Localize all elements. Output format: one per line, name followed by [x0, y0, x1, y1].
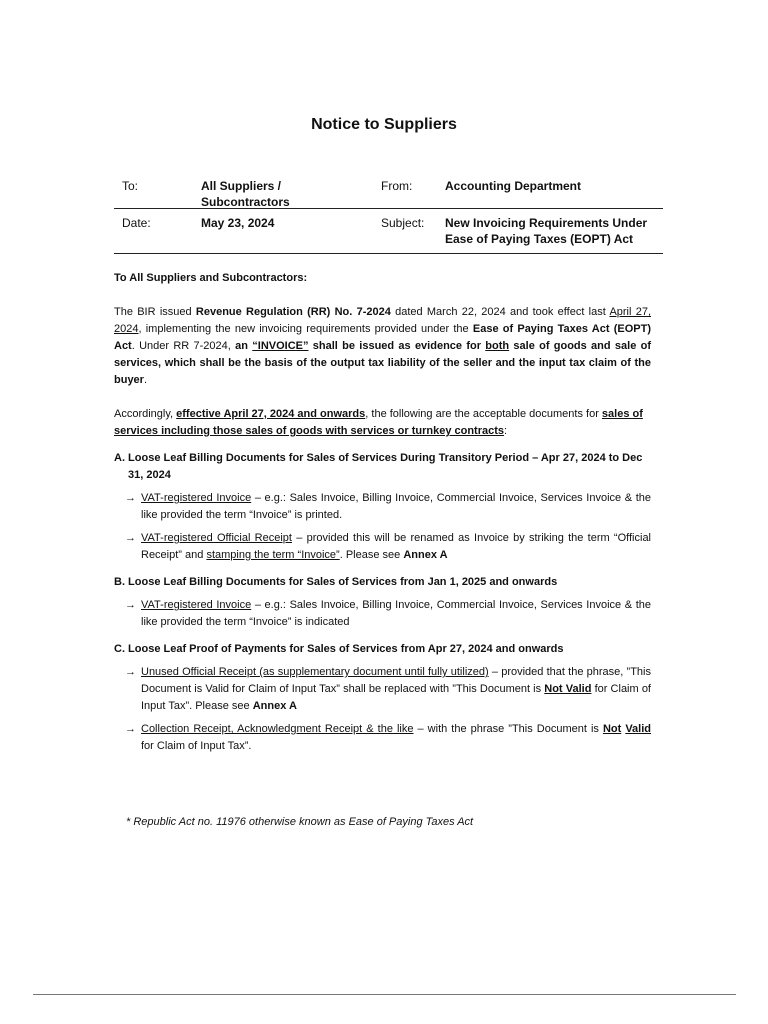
text: for Claim of Input Tax”. Please see [141, 683, 651, 712]
text-bold: Ease of Paying Taxes Act (EOPT) Act [114, 323, 651, 352]
header-row-to-from [114, 176, 663, 209]
date-label: Date: [122, 216, 151, 230]
text-bold: Annex A [252, 700, 297, 712]
arrow-right-icon: → [125, 532, 136, 544]
text-underlined: stamping the term “Invoice” [206, 549, 340, 561]
date-value: May 23, 2024 [201, 216, 275, 230]
text: – provided this will be renamed as Invoice by striking the term “Official Receipt” and [141, 532, 651, 561]
section-a-item-2 [114, 530, 651, 564]
text-underlined: Collection Receipt, Acknowledgment Receipt & the like [141, 723, 414, 735]
text-bold-underlined: both [485, 340, 510, 352]
text-underlined: VAT-registered Invoice [141, 492, 252, 504]
footnote: * Republic Act no. 11976 otherwise known as Ease of Paying Taxes Act [126, 816, 474, 828]
arrow-right-icon: → [125, 666, 136, 678]
text: for Claim of Input Tax”. [141, 740, 252, 752]
text: . Please see [339, 549, 404, 561]
section-a-item-1 [114, 490, 651, 524]
text: : [504, 425, 508, 437]
subject-label: Subject: [381, 216, 425, 230]
text: – e.g.: Sales Invoice, Billing Invoice, Commercial Invoice, Services Invoice & the like provided the term “Invoice” is printed. [141, 492, 652, 521]
to-label: To: [122, 179, 139, 193]
text-underlined: Unused Official Receipt (as supplementary document until fully utilized) [141, 666, 489, 678]
section-c-item-1 [114, 664, 651, 715]
section-b-heading: B. Loose Leaf Billing Documents for Sales of Services from Jan 1, 2025 and onwards [114, 576, 558, 588]
salutation: To All Suppliers and Subcontractors: [114, 272, 308, 284]
text: Accordingly, [114, 408, 177, 420]
text-bold: Annex A [403, 549, 448, 561]
text-bold: sale of goods and sale of services, which shall be the basis of the output tax liability of the seller and the input tax claim of the buyer [114, 340, 651, 386]
subject-value: New Invoicing Requirements Under Ease of Paying Taxes (EOPT) Act [445, 216, 648, 246]
section-c-heading: C. Loose Leaf Proof of Payments for Sales of Services from Apr 27, 2024 and onwards [114, 643, 564, 655]
text: , the following are the acceptable documents for [365, 408, 602, 420]
section-a-heading: A. Loose Leaf Billing Documents for Sales of Services During Transitory Period – Apr 27, 2024 to Dec 31, 2024 [114, 452, 643, 481]
text: . Under RR 7-2024, [131, 340, 236, 352]
text: – with the phrase ”This Document is [413, 723, 603, 735]
section-c-item-2 [114, 721, 651, 755]
footer-divider [33, 994, 736, 995]
text: , implementing the new invoicing requirements provided under the [138, 323, 473, 335]
text-bold: shall be issued as evidence for [308, 340, 486, 352]
text-bold: an [235, 340, 253, 352]
from-value: Accounting Department [445, 179, 582, 193]
notice-body [114, 270, 651, 755]
from-label: From: [381, 179, 413, 193]
page-title: Notice to Suppliers [311, 116, 457, 133]
text: – e.g.: Sales Invoice, Billing Invoice, Commercial Invoice, Services Invoice & the like provided the term “Invoice” is indicated [141, 599, 652, 628]
text: The BIR issued [114, 306, 196, 318]
text: dated March 22, 2024 and took effect last [390, 306, 610, 318]
text-bold-underlined: “INVOICE” [252, 340, 309, 352]
to-value: All Suppliers / Subcontractors [201, 179, 290, 209]
text-bold-underlined: sales of services including those sales of goods with services or turnkey contracts [114, 408, 643, 437]
text: . [143, 374, 148, 386]
text-underlined: VAT-registered Invoice [141, 599, 252, 611]
memo-header-table [114, 176, 663, 254]
text-bold: Revenue Regulation (RR) No. 7-2024 [195, 306, 391, 318]
section-b-item-1 [114, 597, 651, 631]
text-bold-underlined: Valid [625, 723, 651, 735]
header-row-date-subject [114, 209, 663, 254]
arrow-right-icon: → [125, 492, 136, 504]
paragraph-bir-issuance [114, 304, 651, 389]
text: – provided that the phrase, ”This Document is Valid for Claim of Input Tax” shall be replaced with ”This Document is [141, 666, 651, 695]
arrow-right-icon: → [125, 723, 136, 735]
paragraph-accordingly [114, 406, 651, 440]
text-bold-underlined: Not Valid [544, 683, 592, 695]
text-underlined: April 27, 2024 [114, 306, 652, 335]
arrow-right-icon: → [125, 599, 136, 611]
text-underlined: VAT-registered Official Receipt [141, 532, 292, 544]
text-bold-underlined: Not [602, 723, 622, 735]
text-bold-underlined: effective April 27, 2024 and onwards [176, 408, 366, 420]
